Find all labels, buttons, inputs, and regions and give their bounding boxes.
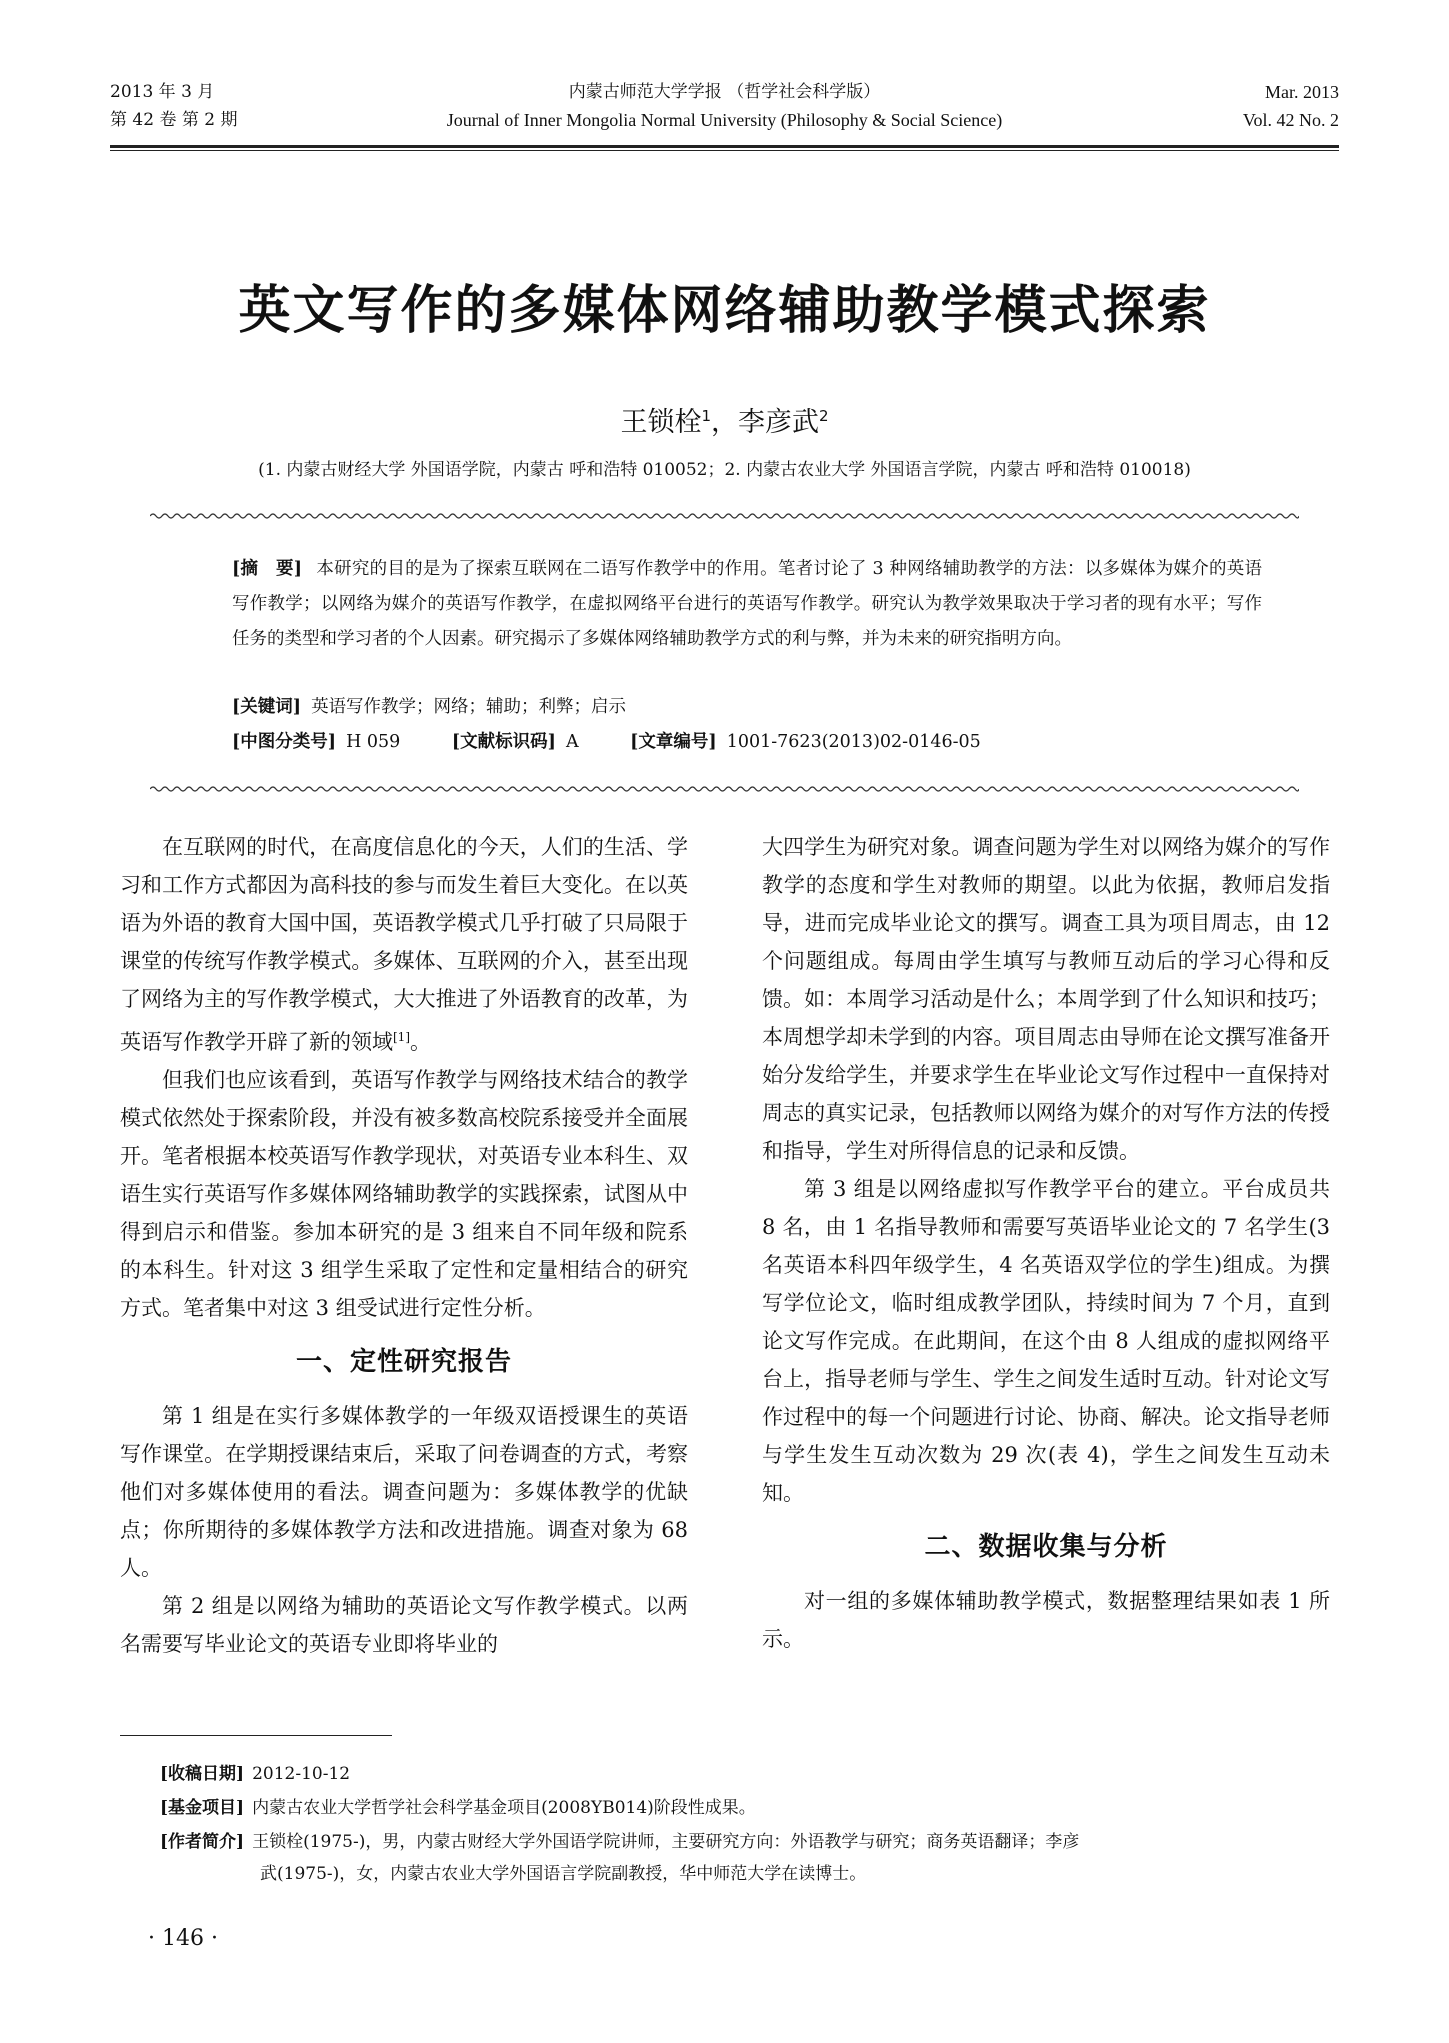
body-column-right — [762, 828, 1330, 1658]
header-issue-cn: 第 42 卷 第 2 期 — [110, 110, 238, 130]
body-paragraph: 大四学生为研究对象。调查问题为学生对以网络为媒介的写作教学的态度和学生对教师的期望。以此为依据，教师启发指导，进而完成毕业论文的撰写。调查工具为项目周志，由 12 个问题组成。每周由学生填写与教师互动后的学习心得和反馈。如：本周学习活动是什么；本周学到了什么知识和技巧；本周想学却未学到的内容。项目周志由导师在论文撰写准备开始分发给学生，并要求学生在毕业论文写作过程中一直保持对周志的真实记录，包括教师以网络为媒介的对写作方法的传授和指导，学生对所得信息的记录和反馈。 — [762, 835, 1330, 1163]
body-paragraph: 但我们也应该看到，英语写作教学与网络技术结合的教学模式依然处于探索阶段，并没有被多数高校院系接受并全面展开。笔者根据本校英语写作教学现状，对英语专业本科生、双语生实行英语写作多媒体网络辅助教学的实践探索，试图从中得到启示和借鉴。参加本研究的是 3 组来自不同年级和院系的本科生。针对这 3 组学生采取了定性和定量相结合的研究方式。笔者集中对这 3 组受试进行定性分析。 — [120, 1068, 688, 1320]
keywords-line — [232, 692, 626, 722]
footnote-fund — [160, 1792, 1335, 1824]
doccode-value: A — [565, 732, 579, 752]
body-paragraph: 第 2 组是以网络为辅助的英语论文写作教学模式。以两名需要写毕业论文的英语专业即将毕业的 — [120, 1594, 688, 1656]
author-bio-line2: 武(1975-)，女，内蒙古农业大学外国语言学院副教授，华中师范大学在读博士。 — [260, 1864, 867, 1884]
articleno-value: 1001-7623(2013)02-0146-05 — [726, 732, 981, 752]
received-date: 2012-10-12 — [252, 1764, 351, 1784]
header-journal-cn: 内蒙古师范大学学报 （哲学社会科学版） — [568, 82, 881, 102]
author-1-affil-mark: 1 — [701, 407, 711, 425]
author-bio-line1: 王锁栓(1975-)，男，内蒙古财经大学外国语学院讲师，主要研究方向：外语教学与研究；商务英语翻译；李彦 — [252, 1832, 1080, 1852]
body-paragraph: 对一组的多媒体辅助教学模式，数据整理结果如表 1 所示。 — [762, 1589, 1330, 1651]
author-bio-label: [作者简介] — [160, 1832, 245, 1852]
header-right — [1243, 78, 1339, 134]
header-rule-thin — [110, 150, 1339, 151]
header-rule-thick — [110, 145, 1339, 148]
header-journal-en: Journal of Inner Mongolia Normal University (Philosophy & Social Science) — [446, 110, 1003, 130]
header-date-cn: 2013 年 3 月 — [110, 82, 215, 102]
keywords: 英语写作教学；网络；辅助；利弊；启示 — [311, 697, 627, 717]
author-2: 李彦武 — [738, 407, 819, 438]
abstract-label: [摘 要] — [232, 559, 303, 579]
body-paragraph: 第 3 组是以网络虚拟写作教学平台的建立。平台成员共 8 名，由 1 名指导教师和需要写英语毕业论文的 7 名学生(3 名英语本科四年级学生，4 名英语双学位的学生)组成。为撰写学位论文，临时组成教学团队，持续时间为 7 个月，直到论文写作完成。在此期间，在这个由 8 人组成的虚拟网络平台上，指导老师与学生、学生之间发生适时互动。针对论文写作过程中的每一个问题进行讨论、协商、解决。论文指导老师与学生发生互动次数为 29 次(表 4)，学生之间发生互动未知。 — [762, 1177, 1330, 1505]
doccode-label: [文献标识码] — [451, 732, 556, 752]
wavy-divider-top — [150, 512, 1299, 520]
fund-text: 内蒙古农业大学哲学社会科学基金项目(2008YB014)阶段性成果。 — [252, 1798, 756, 1818]
header-issue-en: Vol. 42 No. 2 — [1242, 110, 1339, 130]
classification-line — [232, 727, 981, 757]
header-center — [110, 78, 1339, 134]
section-heading-2: 二、数据收集与分析 — [924, 1532, 1168, 1562]
author-1: 王锁栓 — [620, 407, 702, 438]
citation-ref: [1] — [393, 1030, 410, 1044]
footnote-received — [160, 1758, 1335, 1790]
author-separator: ， — [711, 407, 738, 438]
header-date-en: Mar. 2013 — [1265, 82, 1339, 102]
affiliations: (1. 内蒙古财经大学 外国语学院，内蒙古 呼和浩特 010052；2. 内蒙古农业大学 外国语言学院，内蒙古 呼和浩特 010018) — [258, 460, 1191, 480]
footnote-author — [160, 1826, 1335, 1890]
wavy-divider-bottom — [150, 785, 1299, 793]
author-line — [0, 400, 1449, 439]
fund-label: [基金项目] — [160, 1798, 245, 1818]
received-label: [收稿日期] — [160, 1764, 245, 1784]
article-title: 英文写作的多媒体网络辅助教学模式探索 — [238, 281, 1211, 341]
clc-value: H 059 — [346, 732, 401, 752]
clc-label: [中图分类号] — [232, 732, 337, 752]
articleno-label: [文章编号] — [630, 732, 717, 752]
keywords-label: [关键词] — [232, 697, 302, 717]
page-number: · 146 · — [148, 1926, 218, 1951]
section-heading-1: 一、定性研究报告 — [295, 1347, 512, 1377]
footnote-rule — [120, 1735, 392, 1736]
body-paragraph: 第 1 组是在实行多媒体教学的一年级双语授课生的英语写作课堂。在学期授课结束后，采取了问卷调查的方式，考察他们对多媒体使用的看法。调查问题为：多媒体教学的优缺点；你所期待的多媒体教学方法和改进措施。调查对象为 68 人。 — [120, 1404, 688, 1580]
paragraph-end: 。 — [410, 1030, 431, 1054]
paragraph-text: 在互联网的时代，在高度信息化的今天，人们的生活、学习和工作方式都因为高科技的参与而发生着巨大变化。在以英语为外语的教育大国中国，英语教学模式几乎打破了只局限于课堂的传统写作教学模式。多媒体、互联网的介入，甚至出现了网络为主的写作教学模式，大大推进了外语教育的改革，为英语写作教学开辟了新的领域 — [120, 835, 688, 1054]
abstract-text: 本研究的目的是为了探索互联网在二语写作教学中的作用。笔者讨论了 3 种网络辅助教学的方法：以多媒体为媒介的英语写作教学；以网络为媒介的英语写作教学，在虚拟网络平台进行的英语写作教学。研究认为教学效果取决于学习者的现有水平；写作任务的类型和学习者的个人因素。研究揭示了多媒体网络辅助教学方式的利与弊，并为未来的研究指明方向。 — [232, 559, 1262, 649]
abstract — [232, 552, 1262, 657]
body-paragraph — [120, 828, 688, 1061]
author-2-affil-mark: 2 — [819, 407, 829, 425]
body-column-left — [120, 828, 688, 1663]
running-header — [110, 78, 1339, 138]
